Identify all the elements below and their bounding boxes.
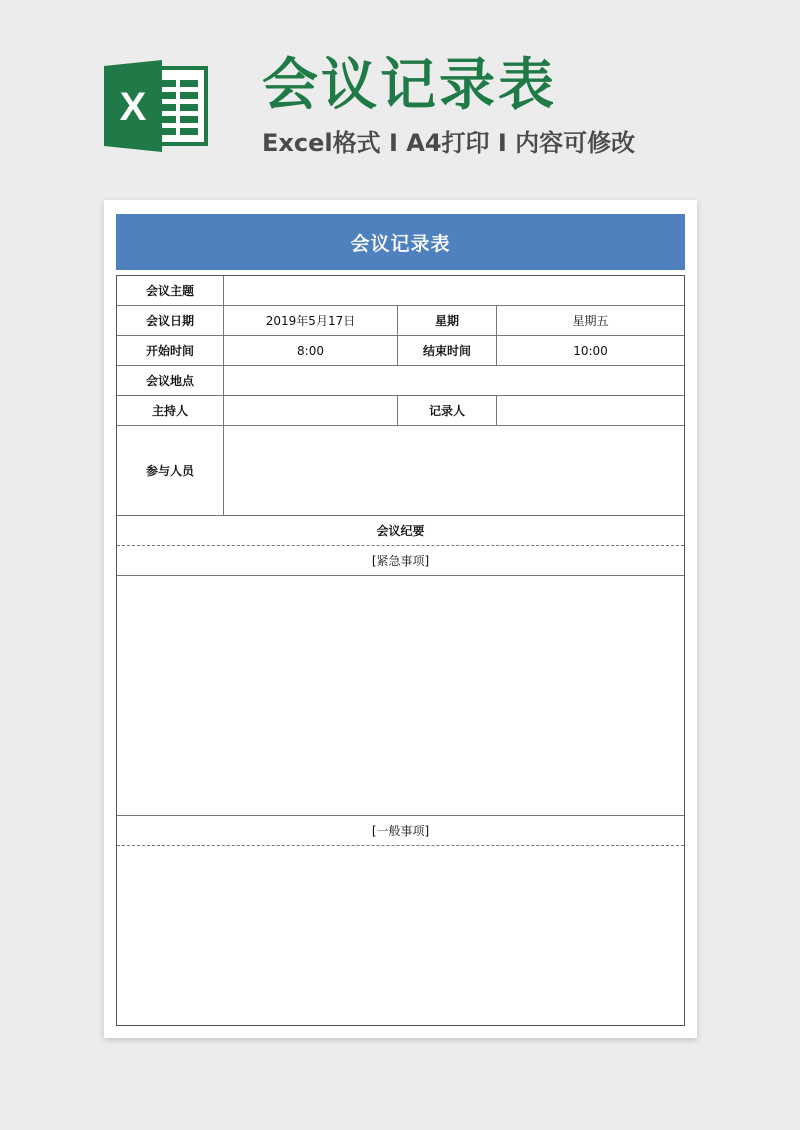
start-time-cell[interactable]: 8:00 — [224, 336, 398, 365]
recorder-value-cell[interactable] — [497, 396, 684, 425]
attendees-value-cell[interactable] — [224, 426, 684, 515]
row-location — [117, 366, 684, 396]
document-page — [104, 200, 697, 1038]
host-value-cell[interactable] — [224, 396, 398, 425]
banner-title: 会议记录表 — [262, 53, 557, 118]
start-time-label: 开始时间 — [117, 336, 224, 365]
topic-label: 会议主题 — [117, 276, 224, 305]
row-minutes-heading — [117, 516, 684, 546]
weekday-value-cell[interactable]: 星期五 — [572, 314, 609, 328]
general-items-area — [117, 846, 684, 1025]
row-urgent-heading — [117, 546, 684, 576]
end-time-cell[interactable]: 10:00 — [573, 343, 608, 358]
excel-icon — [104, 60, 210, 152]
date-label: 会议日期 — [117, 306, 224, 335]
minutes-label: 会议纪要 — [376, 524, 425, 538]
row-host — [117, 396, 684, 426]
location-label: 会议地点 — [117, 366, 224, 395]
meeting-form-table — [116, 275, 685, 1026]
host-label: 主持人 — [117, 396, 224, 425]
banner-subtitle: Excel格式 I A4打印 I 内容可修改 — [262, 129, 636, 157]
row-general-heading — [117, 816, 684, 846]
location-value-cell[interactable] — [224, 366, 684, 395]
row-attendees — [117, 426, 684, 516]
topic-value-cell[interactable] — [224, 276, 684, 305]
logo-letter: X — [119, 85, 147, 129]
attendees-label: 参与人员 — [117, 426, 224, 515]
recorder-label: 记录人 — [398, 396, 497, 425]
end-time-label: 结束时间 — [398, 336, 497, 365]
row-topic — [117, 276, 684, 306]
sheet-title: 会议记录表 — [116, 214, 685, 270]
general-items-label: [一般事项] — [371, 824, 430, 838]
urgent-items-content[interactable] — [117, 576, 684, 815]
urgent-items-label: [紧急事项] — [371, 554, 430, 568]
row-date — [117, 306, 684, 336]
row-time — [117, 336, 684, 366]
date-value-cell[interactable]: 2019年5月17日 — [224, 306, 398, 335]
weekday-label: 星期 — [398, 306, 497, 335]
urgent-items-area — [117, 576, 684, 816]
general-items-content[interactable] — [117, 846, 684, 1025]
